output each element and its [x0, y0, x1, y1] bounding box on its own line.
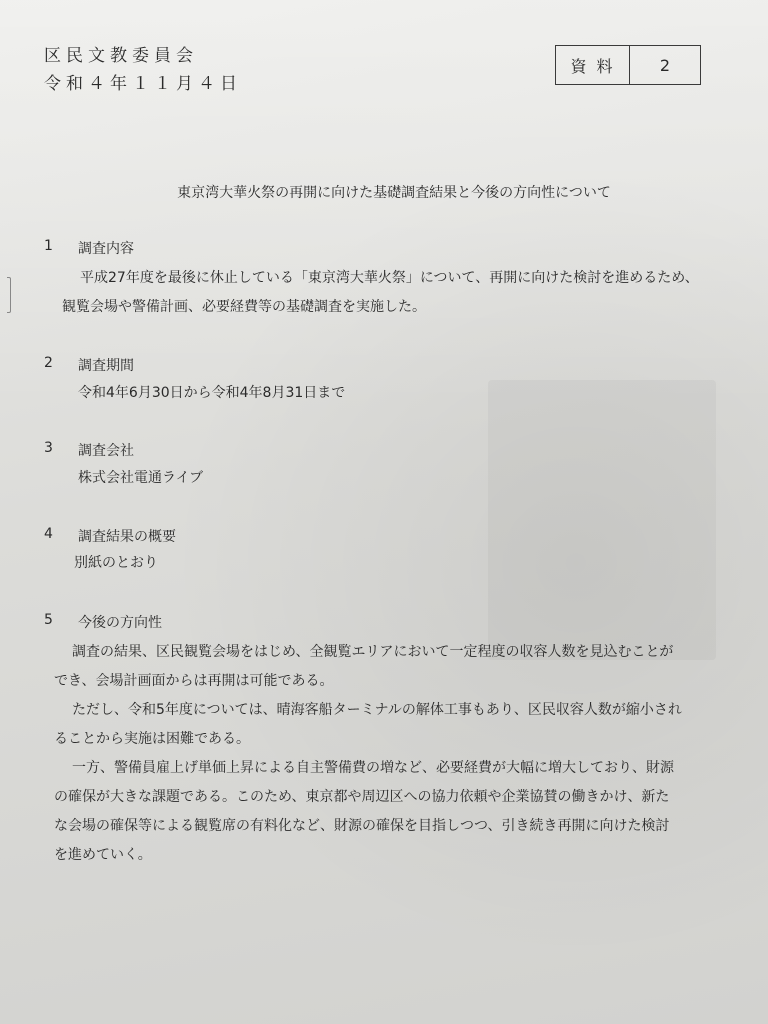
paragraph-line: 平成27年度を最後に休止している「東京湾大華火祭」について、再開に向けた検討を進めるため、	[80, 270, 699, 286]
section-5-body	[54, 638, 682, 870]
doc-box-label: 資料	[556, 46, 630, 84]
paragraph-line: の確保が大きな課題である。このため、東京都や周辺区への協力依頼や企業協賛の働きかけ、新た	[54, 789, 670, 805]
paper-show-through	[488, 380, 716, 660]
paragraph-line: 株式会社電通ライブ	[78, 470, 204, 486]
paragraph-line: を進めていく。	[54, 847, 152, 863]
section-3-body	[78, 464, 203, 493]
paragraph-line: 調査の結果、区民観覧会場をはじめ、全観覧エリアにおいて一定程度の収容人数を見込むことが	[72, 644, 674, 660]
section-5-heading	[44, 612, 162, 632]
committee-name: 区民文教委員会	[44, 46, 198, 66]
paragraph-line: 一方、警備員雇上げ単価上昇による自主警備費の増など、必要経費が大幅に増大しており、財源	[72, 760, 674, 776]
section-title: 調査結果の概要	[78, 529, 176, 545]
section-4-heading	[44, 526, 176, 546]
section-number: 1	[44, 238, 53, 254]
section-title: 今後の方向性	[78, 615, 162, 631]
section-number: 3	[44, 440, 53, 456]
paragraph-line: ただし、令和5年度については、晴海客船ターミナルの解体工事もあり、区民収容人数が縮小され	[72, 702, 682, 718]
document-header	[44, 42, 242, 98]
section-title: 調査期間	[78, 358, 134, 374]
section-title: 調査内容	[78, 241, 134, 257]
paragraph-line: ることから実施は困難である。	[54, 731, 250, 747]
document-title: 東京湾大華火祭の再開に向けた基礎調査結果と今後の方向性について	[177, 185, 611, 201]
document-date: 令和４年１１月４日	[44, 74, 242, 94]
section-number: 5	[44, 612, 53, 628]
paragraph-line: な会場の確保等による観覧席の有料化など、財源の確保を目指しつつ、引き続き再開に向けた検討	[54, 818, 670, 834]
section-2-body	[78, 379, 345, 408]
section-number: 2	[44, 355, 53, 371]
staple-mark	[7, 277, 11, 313]
section-3-heading	[44, 440, 134, 460]
paragraph-line: でき、会場計画面からは再開は可能である。	[54, 673, 334, 689]
section-1-body	[62, 264, 699, 322]
section-1-heading	[44, 238, 134, 258]
document-number-box	[555, 45, 701, 85]
paragraph-line: 観覧会場や警備計画、必要経費等の基礎調査を実施した。	[62, 299, 426, 315]
section-title: 調査会社	[78, 443, 134, 459]
doc-box-number: 2	[659, 55, 671, 75]
section-2-heading	[44, 355, 134, 375]
paragraph-line: 別紙のとおり	[74, 555, 158, 571]
section-number: 4	[44, 526, 53, 542]
section-4-body	[74, 549, 158, 578]
paragraph-line: 令和4年6月30日から令和4年8月31日まで	[78, 385, 346, 401]
